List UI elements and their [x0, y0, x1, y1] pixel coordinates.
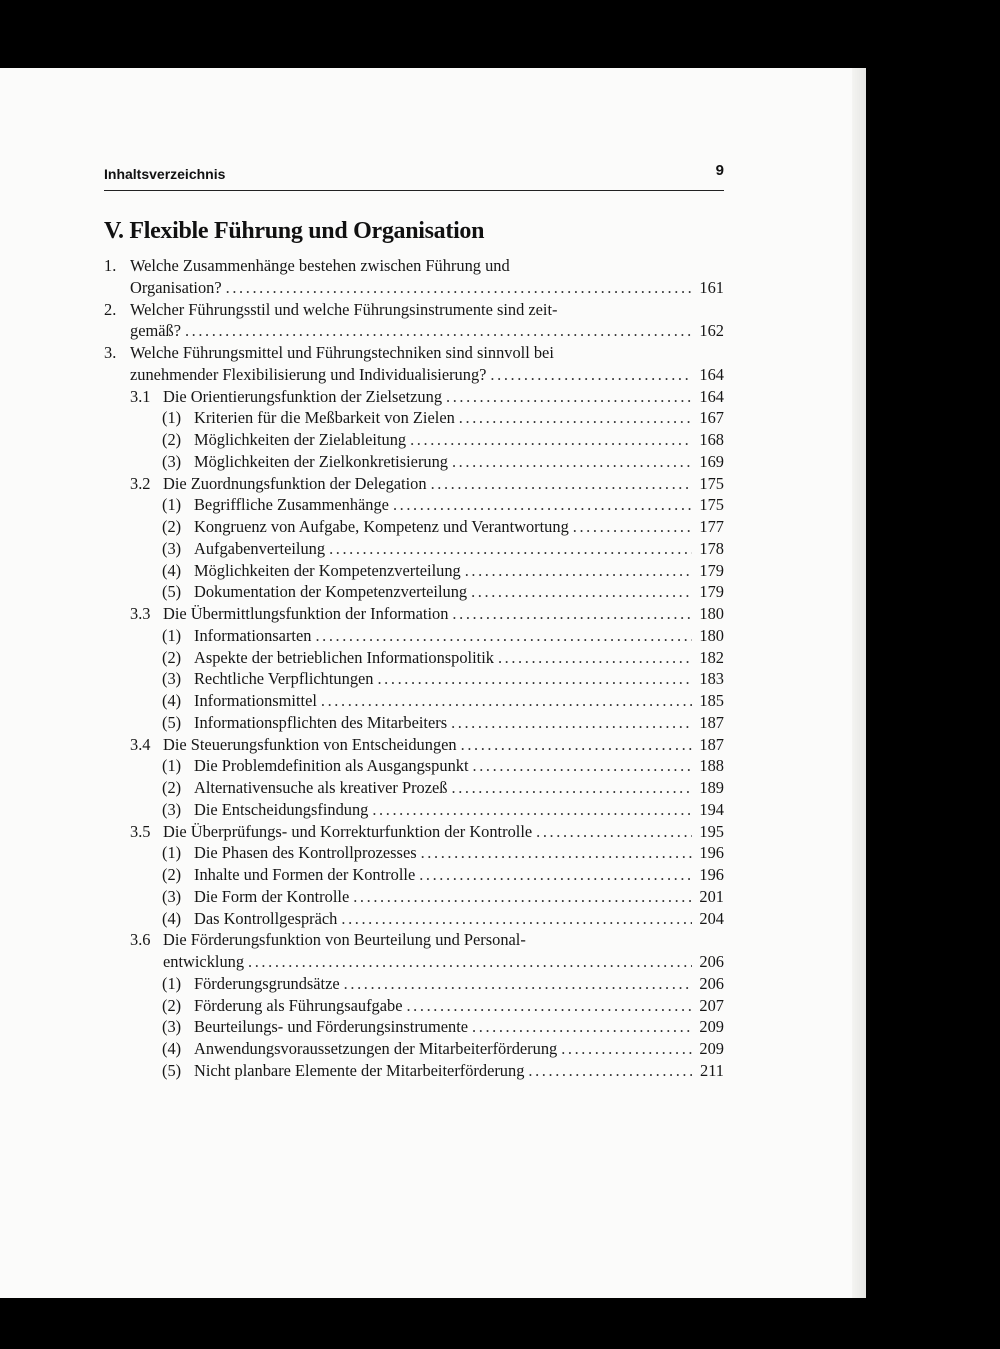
subsection-number: (2)	[162, 430, 182, 449]
subsection-number: (3)	[162, 1017, 182, 1037]
dot-leader	[528, 1060, 692, 1082]
toc-line	[0, 451, 1000, 473]
subsection-number: (5)	[162, 582, 182, 602]
section-number: 3.5	[130, 821, 151, 841]
toc-line	[0, 712, 1000, 734]
toc-entry[interactable]	[163, 386, 724, 408]
toc-line	[0, 320, 1000, 342]
toc-entry[interactable]	[163, 951, 724, 973]
entry-title: Möglichkeiten der Kompetenzverteilung	[194, 560, 461, 580]
subsection-number: (4)	[162, 1039, 182, 1058]
dot-leader	[459, 407, 692, 429]
toc-line	[0, 734, 1000, 756]
subsection-number: (4)	[162, 691, 182, 710]
entry-page-number: 178	[699, 538, 724, 558]
subsection-number: (2)	[162, 865, 182, 884]
subsection-number: (2)	[162, 517, 182, 536]
subsection-number: (5)	[162, 712, 182, 732]
entry-title: Aufgabenverteilung	[194, 538, 326, 558]
subsection-number: (3)	[162, 669, 182, 689]
entry-page-number: 204	[699, 908, 724, 928]
toc-line	[0, 603, 1000, 625]
dot-leader	[410, 429, 692, 451]
entry-page-number: 161	[699, 277, 724, 297]
subsection-number: (3)	[162, 799, 182, 819]
entry-title: Kongruenz von Aufgabe, Kompetenz und Verantwortung	[194, 517, 569, 536]
toc-entry[interactable]	[194, 581, 724, 603]
dot-leader	[561, 1038, 692, 1060]
dot-leader	[471, 581, 692, 603]
toc-line	[0, 908, 1000, 930]
dot-leader	[461, 734, 692, 756]
entry-page-number: 175	[699, 473, 724, 493]
entry-title: Die Steuerungsfunktion von Entscheidungen	[163, 734, 457, 754]
toc-entry[interactable]	[194, 712, 724, 734]
toc-entry[interactable]	[194, 799, 724, 821]
toc-line	[0, 560, 1000, 582]
entry-title: Informationspflichten des Mitarbeiters	[194, 712, 448, 732]
entry-title: Möglichkeiten der Zielableitung	[194, 430, 407, 449]
toc-line	[0, 538, 1000, 560]
dot-leader	[452, 603, 692, 625]
entry-title: Die Überprüfungs- und Korrekturfunktion der Kontrolle	[163, 821, 533, 841]
dot-leader	[431, 473, 692, 495]
toc-entry[interactable]	[194, 429, 724, 451]
toc-line	[0, 516, 1000, 538]
entry-title: Kriterien für die Meßbarkeit von Zielen	[194, 408, 455, 428]
entry-title: Rechtliche Verpflichtungen	[194, 669, 374, 689]
entry-page-number: 209	[699, 1017, 724, 1037]
entry-title: Die Phasen des Kontrollprozesses	[194, 843, 417, 863]
dot-leader	[421, 842, 692, 864]
entry-title: Die Entscheidungsfindung	[194, 799, 369, 819]
toc-line	[0, 386, 1000, 408]
toc-line	[0, 429, 1000, 451]
entry-title: zunehmender Flexibilisierung und Individualisierung?	[130, 364, 487, 384]
toc-entry[interactable]	[194, 625, 724, 647]
toc-line	[0, 668, 1000, 690]
toc-line	[0, 1016, 1000, 1038]
toc-entry[interactable]	[194, 973, 724, 995]
dot-leader	[226, 277, 692, 299]
toc-entry[interactable]	[163, 473, 724, 495]
toc-entry[interactable]	[194, 451, 724, 473]
subsection-number: (2)	[162, 995, 182, 1015]
toc-entry[interactable]	[194, 864, 724, 886]
entry-title: Die Orientierungsfunktion der Zielsetzung	[163, 386, 443, 406]
toc-line	[0, 255, 1000, 277]
toc-line	[0, 473, 1000, 495]
entry-page-number: 206	[699, 952, 724, 971]
toc-entry[interactable]	[194, 908, 724, 930]
dot-leader	[573, 516, 692, 538]
dot-leader	[446, 386, 692, 408]
entry-page-number: 189	[699, 778, 724, 797]
toc-entry[interactable]	[194, 690, 724, 712]
toc-line	[0, 407, 1000, 429]
dot-leader	[321, 690, 692, 712]
item-number: 2.	[104, 299, 117, 319]
toc-entry[interactable]	[194, 668, 724, 690]
toc-line	[0, 299, 1000, 321]
section-number: 3.2	[130, 473, 151, 493]
dot-leader	[419, 864, 692, 886]
entry-title: Nicht planbare Elemente der Mitarbeiterförderung	[194, 1060, 525, 1080]
toc-line	[0, 1060, 1000, 1082]
toc-entry[interactable]	[163, 603, 724, 625]
subsection-number: (1)	[162, 495, 182, 515]
entry-title: Förderungsgrundsätze	[194, 973, 340, 993]
entry-title: Möglichkeiten der Zielkonkretisierung	[194, 451, 448, 471]
entry-page-number: 195	[699, 821, 724, 841]
entry-page-number: 187	[699, 734, 724, 754]
toc-entry[interactable]	[194, 995, 724, 1017]
dot-leader	[536, 821, 692, 843]
dot-leader	[472, 1016, 692, 1038]
entry-page-number: 209	[699, 1039, 724, 1058]
toc-entry[interactable]	[194, 755, 724, 777]
entry-title: Aspekte der betrieblichen Informationspolitik	[194, 647, 494, 667]
subsection-number: (3)	[162, 451, 182, 471]
toc-line	[0, 277, 1000, 299]
subsection-number: (1)	[162, 973, 182, 993]
toc-line	[0, 864, 1000, 886]
entry-title: Dokumentation der Kompetenzverteilung	[194, 582, 468, 602]
entry-page-number: 175	[699, 495, 724, 515]
toc-line	[0, 755, 1000, 777]
entry-title: Begriffliche Zusammenhänge	[194, 495, 389, 515]
entry-page-number: 196	[699, 843, 724, 863]
dot-leader	[473, 755, 692, 777]
toc-entry[interactable]	[130, 277, 724, 299]
entry-title: Beurteilungs- und Förderungsinstrumente	[194, 1017, 469, 1037]
header-title: Inhaltsverzeichnis	[104, 166, 226, 182]
item-number: 1.	[104, 256, 117, 275]
entry-page-number: 164	[699, 386, 724, 406]
toc-entry[interactable]	[194, 886, 724, 908]
toc-entry[interactable]	[194, 1038, 724, 1060]
entry-page-number: 207	[699, 995, 724, 1015]
toc-line	[0, 690, 1000, 712]
subsection-number: (1)	[162, 408, 182, 428]
entry-page-number: 188	[699, 756, 724, 776]
subsection-number: (1)	[162, 625, 182, 645]
entry-title: Anwendungsvoraussetzungen der Mitarbeiterförderung	[194, 1039, 558, 1058]
entry-title: Informationsarten	[194, 625, 312, 645]
dot-leader	[452, 451, 692, 473]
subsection-number: (2)	[162, 778, 182, 797]
entry-page-number: 185	[699, 691, 724, 710]
entry-title: Die Problemdefinition als Ausgangspunkt	[194, 756, 469, 776]
toc-line	[0, 342, 1000, 364]
subsection-number: (4)	[162, 560, 182, 580]
toc-entry[interactable]	[194, 560, 724, 582]
entry-title: Alternativensuche als kreativer Prozeß	[194, 778, 448, 797]
subsection-number: (2)	[162, 647, 182, 667]
dot-leader	[372, 799, 692, 821]
dot-leader	[452, 777, 693, 799]
toc-line	[0, 842, 1000, 864]
entry-title: Informationsmittel	[194, 691, 317, 710]
entry-title: Das Kontrollgespräch	[194, 908, 338, 928]
section-number: 3.1	[130, 386, 151, 406]
toc-line	[0, 1038, 1000, 1060]
dot-leader	[377, 668, 692, 690]
header-page-number: 9	[715, 162, 724, 179]
toc-line	[0, 625, 1000, 647]
entry-title-line1: Welche Führungsmittel und Führungstechniken sind sinnvoll bei	[130, 343, 554, 362]
entry-page-number: 180	[699, 625, 724, 645]
dot-leader	[341, 908, 692, 930]
toc-entry[interactable]	[194, 538, 724, 560]
toc-line	[0, 886, 1000, 908]
entry-page-number: 167	[699, 408, 724, 428]
toc-entry[interactable]	[194, 1016, 724, 1038]
entry-title: Förderung als Führungsaufgabe	[194, 995, 403, 1015]
toc-line	[0, 581, 1000, 603]
subsection-number: (4)	[162, 908, 182, 928]
entry-page-number: 201	[699, 886, 724, 906]
entry-page-number: 183	[699, 669, 724, 689]
toc-entry[interactable]	[194, 516, 724, 538]
entry-page-number: 211	[700, 1060, 724, 1080]
toc-entry[interactable]	[194, 1060, 724, 1082]
entry-page-number: 180	[699, 604, 724, 623]
entry-title-line1: Welcher Führungsstil und welche Führungsinstrumente sind zeit-	[130, 299, 558, 319]
dot-leader	[498, 647, 692, 669]
toc-entry[interactable]	[194, 407, 724, 429]
subsection-number: (5)	[162, 1060, 182, 1080]
dot-leader	[465, 560, 692, 582]
dot-leader	[406, 995, 692, 1017]
item-number: 3.	[104, 343, 117, 362]
toc-line	[0, 799, 1000, 821]
subsection-number: (3)	[162, 886, 182, 906]
toc-entry[interactable]	[130, 320, 724, 342]
entry-page-number: 194	[699, 799, 724, 819]
toc-line	[0, 973, 1000, 995]
entry-title-line1: Welche Zusammenhänge bestehen zwischen Führung und	[130, 256, 510, 275]
entry-title: Organisation?	[130, 277, 222, 297]
entry-page-number: 179	[699, 560, 724, 580]
entry-page-number: 196	[699, 865, 724, 884]
entry-title: Die Übermittlungsfunktion der Information	[163, 604, 449, 623]
subsection-number: (1)	[162, 756, 182, 776]
entry-page-number: 187	[699, 712, 724, 732]
entry-page-number: 182	[699, 647, 724, 667]
toc-entry[interactable]	[130, 364, 724, 386]
toc-entry[interactable]	[163, 734, 724, 756]
entry-title: Inhalte und Formen der Kontrolle	[194, 865, 416, 884]
dot-leader	[329, 538, 692, 560]
dot-leader	[344, 973, 692, 995]
dot-leader	[315, 625, 692, 647]
dot-leader	[451, 712, 692, 734]
entry-page-number: 169	[699, 451, 724, 471]
toc-line	[0, 364, 1000, 386]
dot-leader	[490, 364, 692, 386]
dot-leader	[353, 886, 692, 908]
dot-leader	[185, 320, 692, 342]
entry-page-number: 162	[699, 321, 724, 341]
entry-title: gemäß?	[130, 321, 181, 341]
toc-entry[interactable]	[194, 842, 724, 864]
entry-title: Die Zuordnungsfunktion der Delegation	[163, 473, 427, 493]
toc-line	[0, 929, 1000, 951]
subsection-number: (1)	[162, 843, 182, 863]
dot-leader	[248, 951, 692, 973]
section-number: 3.3	[130, 604, 151, 623]
toc-entry[interactable]	[163, 821, 724, 843]
entry-page-number: 179	[699, 582, 724, 602]
section-number: 3.4	[130, 734, 151, 754]
toc-line	[0, 647, 1000, 669]
entry-title: entwicklung	[163, 952, 245, 971]
section-number: 3.6	[130, 930, 151, 950]
toc-line	[0, 494, 1000, 516]
toc-entry[interactable]	[194, 494, 724, 516]
entry-page-number: 177	[699, 517, 724, 536]
toc-entry[interactable]	[194, 647, 724, 669]
dot-leader	[393, 494, 692, 516]
section-title-line1: Die Förderungsfunktion von Beurteilung und Personal-	[163, 930, 526, 950]
toc-line	[0, 821, 1000, 843]
subsection-number: (3)	[162, 538, 182, 558]
toc-line	[0, 777, 1000, 799]
entry-title: Die Form der Kontrolle	[194, 886, 350, 906]
entry-page-number: 168	[699, 430, 724, 449]
toc-line	[0, 995, 1000, 1017]
entry-page-number: 164	[699, 364, 724, 384]
entry-page-number: 206	[699, 973, 724, 993]
toc-line	[0, 951, 1000, 973]
chapter-title: V. Flexible Führung und Organisation	[104, 218, 485, 244]
toc-entry[interactable]	[194, 777, 724, 799]
